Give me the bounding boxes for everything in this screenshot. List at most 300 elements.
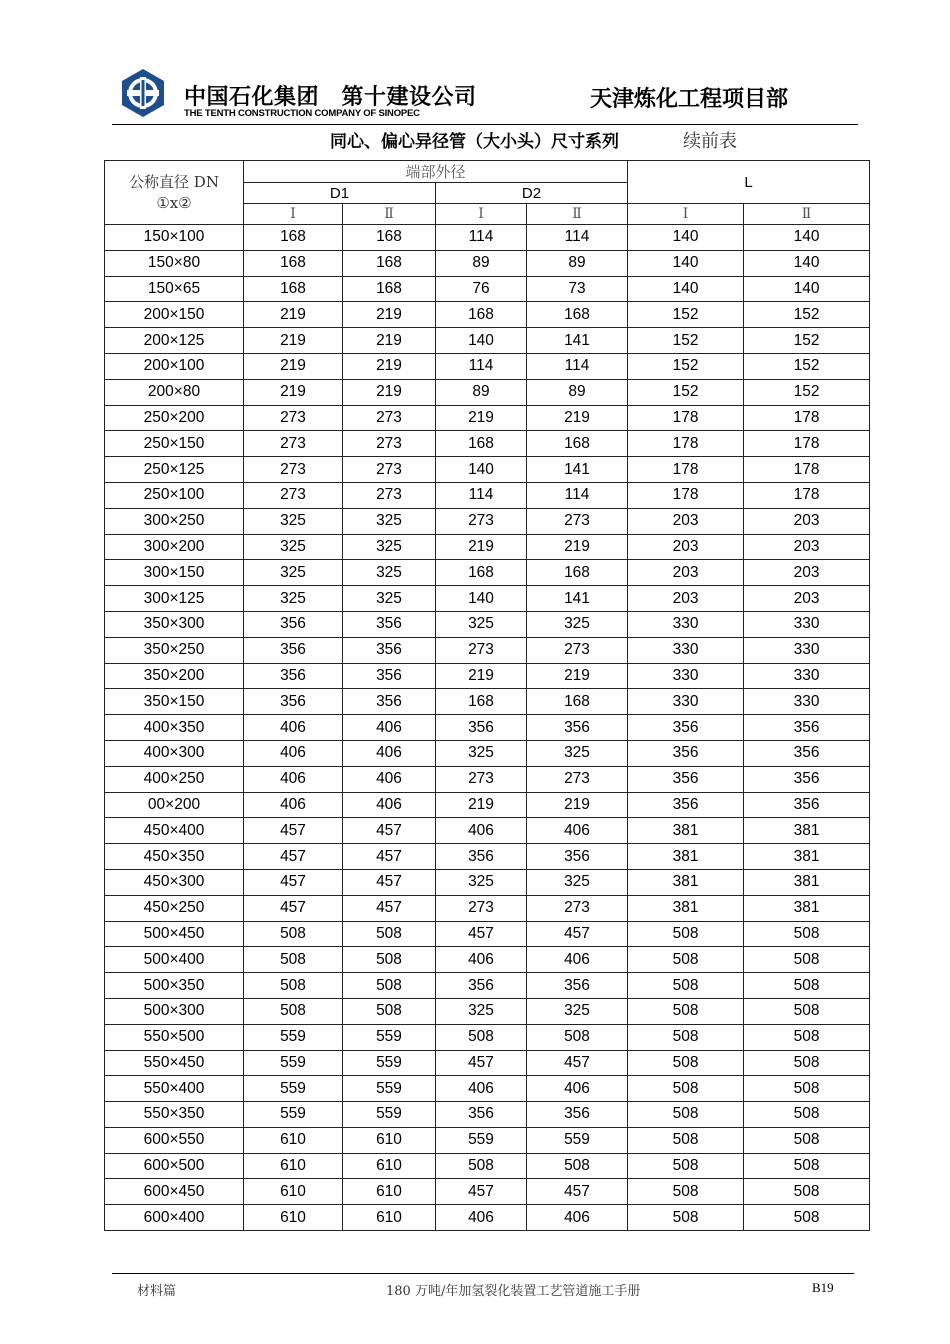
dimension-cell: 356 [244,689,343,715]
dimension-cell: 325 [244,586,343,612]
size-cell: 150×65 [105,276,244,302]
size-cell: 550×450 [105,1050,244,1076]
series-header: Ⅱ [527,204,628,225]
size-cell: 150×100 [105,225,244,251]
dimension-cell: 508 [527,1153,628,1179]
dimension-cell: 140 [744,225,870,251]
dimension-cell: 273 [244,457,343,483]
size-combination-label: ①x② [156,193,192,212]
table-row [105,328,870,354]
dimension-cell: 457 [527,1179,628,1205]
table-row [105,637,870,663]
dimension-cell: 219 [436,663,527,689]
size-cell: 300×125 [105,586,244,612]
nominal-diameter-header [105,161,244,225]
dimension-cell: 508 [244,973,343,999]
dimension-cell: 406 [343,792,436,818]
table-row [105,1205,870,1231]
table-row [105,947,870,973]
dimension-cell: 356 [343,663,436,689]
dimension-cell: 152 [744,328,870,354]
table-row [105,1179,870,1205]
dimension-cell: 325 [244,560,343,586]
outer-diameter-header: 端部外径 [244,161,628,183]
dimension-cell: 330 [628,663,744,689]
dimension-cell: 219 [436,534,527,560]
size-cell: 250×150 [105,431,244,457]
sinopec-logo-icon [118,68,168,118]
dimension-cell: 559 [436,1127,527,1153]
dimension-cell: 457 [343,869,436,895]
dimension-cell: 356 [527,973,628,999]
dimension-cell: 325 [436,740,527,766]
size-cell: 550×400 [105,1076,244,1102]
dimension-cell: 325 [436,998,527,1024]
dimension-cell: 356 [343,637,436,663]
dimension-cell: 508 [628,973,744,999]
size-cell: 350×300 [105,611,244,637]
dimension-cell: 610 [244,1179,343,1205]
dimension-cell: 457 [343,818,436,844]
dimension-cell: 140 [628,250,744,276]
dimension-cell: 168 [527,689,628,715]
reducer-size-table [104,160,870,1231]
dimension-cell: 406 [244,740,343,766]
table-row [105,998,870,1024]
table-row [105,431,870,457]
dimension-cell: 356 [744,792,870,818]
dimension-cell: 381 [744,844,870,870]
dimension-cell: 559 [343,1076,436,1102]
series-header: Ⅱ [343,204,436,225]
dimension-cell: 152 [744,302,870,328]
dimension-cell: 219 [527,534,628,560]
table-row [105,766,870,792]
table-row [105,844,870,870]
dimension-cell: 508 [744,1102,870,1128]
dimension-cell: 508 [744,921,870,947]
dimension-cell: 178 [628,405,744,431]
dimension-cell: 381 [744,895,870,921]
size-cell: 400×300 [105,740,244,766]
dimension-cell: 508 [628,1102,744,1128]
dimension-cell: 168 [343,225,436,251]
table-row [105,508,870,534]
series-header: Ⅰ [628,204,744,225]
dimension-cell: 381 [744,869,870,895]
dimension-cell: 219 [343,379,436,405]
dimension-cell: 610 [343,1127,436,1153]
dimension-cell: 114 [527,482,628,508]
dimension-cell: 508 [628,1024,744,1050]
d1-header: D1 [244,183,436,204]
size-cell: 550×350 [105,1102,244,1128]
dimension-cell: 203 [628,560,744,586]
size-cell: 600×550 [105,1127,244,1153]
dimension-cell: 203 [628,586,744,612]
dimension-cell: 406 [244,715,343,741]
dimension-cell: 141 [527,328,628,354]
dimension-cell: 152 [744,379,870,405]
dimension-cell: 508 [744,947,870,973]
dimension-cell: 508 [628,921,744,947]
dimension-cell: 273 [436,766,527,792]
dimension-cell: 114 [527,353,628,379]
dimension-cell: 356 [527,715,628,741]
table-row [105,225,870,251]
dimension-cell: 356 [343,689,436,715]
table-body [105,225,870,1231]
table-row [105,353,870,379]
dimension-cell: 168 [436,431,527,457]
dimension-cell: 178 [744,482,870,508]
size-cell: 350×200 [105,663,244,689]
dimension-cell: 140 [436,457,527,483]
dimension-cell: 356 [436,844,527,870]
size-cell: 250×125 [105,457,244,483]
dimension-cell: 406 [527,947,628,973]
dimension-cell: 219 [527,792,628,818]
dimension-cell: 508 [744,1050,870,1076]
length-header: L [628,161,870,204]
dimension-cell: 76 [436,276,527,302]
table-row [105,869,870,895]
dimension-cell: 330 [628,611,744,637]
size-cell: 200×150 [105,302,244,328]
dimension-cell: 168 [527,302,628,328]
dimension-cell: 559 [343,1102,436,1128]
dimension-cell: 559 [343,1024,436,1050]
dimension-cell: 381 [628,869,744,895]
table-row [105,818,870,844]
dimension-cell: 178 [744,457,870,483]
table-title: 同心、偏心异径管（大小头）尺寸系列 [330,132,619,152]
dimension-cell: 330 [628,689,744,715]
dimension-cell: 406 [436,947,527,973]
table-row [105,482,870,508]
d2-header: D2 [436,183,628,204]
size-cell: 200×80 [105,379,244,405]
dimension-cell: 219 [343,353,436,379]
dimension-cell: 219 [244,353,343,379]
dimension-cell: 203 [744,508,870,534]
dimension-cell: 406 [436,1076,527,1102]
dimension-cell: 140 [744,276,870,302]
dimension-cell: 140 [744,250,870,276]
dimension-cell: 219 [343,328,436,354]
dimension-cell: 457 [244,818,343,844]
dimension-cell: 356 [527,844,628,870]
table-row [105,534,870,560]
dimension-cell: 114 [436,225,527,251]
dimension-cell: 508 [343,921,436,947]
size-cell: 300×200 [105,534,244,560]
table-row [105,1102,870,1128]
dimension-cell: 219 [244,379,343,405]
size-cell: 450×400 [105,818,244,844]
dimension-cell: 406 [343,740,436,766]
dimension-cell: 89 [527,250,628,276]
table-row [105,792,870,818]
table-row [105,457,870,483]
dimension-cell: 325 [244,534,343,560]
dimension-cell: 356 [244,611,343,637]
dimension-cell: 114 [436,353,527,379]
dimension-cell: 508 [343,947,436,973]
dimension-cell: 330 [744,663,870,689]
dimension-cell: 381 [628,818,744,844]
dimension-cell: 508 [744,998,870,1024]
size-cell: 350×150 [105,689,244,715]
dimension-cell: 325 [436,869,527,895]
dimension-cell: 168 [527,560,628,586]
dimension-cell: 140 [436,586,527,612]
dimension-cell: 508 [343,998,436,1024]
dimension-cell: 406 [343,715,436,741]
dimension-cell: 508 [628,1076,744,1102]
dimension-cell: 178 [744,431,870,457]
dimension-cell: 356 [527,1102,628,1128]
dimension-cell: 114 [527,225,628,251]
dimension-cell: 356 [744,740,870,766]
dimension-cell: 559 [244,1050,343,1076]
page-number: B19 [812,1280,834,1295]
dimension-cell: 325 [343,586,436,612]
dimension-cell: 356 [436,715,527,741]
size-cell: 200×125 [105,328,244,354]
dimension-cell: 406 [527,818,628,844]
dimension-cell: 219 [244,328,343,354]
dimension-cell: 610 [244,1127,343,1153]
size-cell: 500×350 [105,973,244,999]
dimension-cell: 325 [343,508,436,534]
footer-section: 材料篇 [137,1284,177,1299]
dimension-cell: 610 [343,1179,436,1205]
dimension-cell: 457 [244,844,343,870]
size-cell: 400×250 [105,766,244,792]
dimension-cell: 325 [527,740,628,766]
table-row [105,715,870,741]
dimension-cell: 559 [244,1102,343,1128]
dimension-cell: 140 [628,225,744,251]
table-row [105,379,870,405]
dimension-cell: 508 [628,998,744,1024]
dimension-cell: 203 [628,534,744,560]
dimension-cell: 219 [436,405,527,431]
table-row [105,740,870,766]
header-divider [112,124,858,125]
dimension-cell: 152 [628,353,744,379]
dimension-cell: 325 [527,998,628,1024]
dimension-cell: 273 [436,637,527,663]
dimension-cell: 381 [628,844,744,870]
dimension-cell: 273 [527,895,628,921]
dimension-cell: 457 [527,1050,628,1076]
dimension-cell: 273 [244,405,343,431]
table-row [105,921,870,947]
dimension-cell: 559 [527,1127,628,1153]
dimension-cell: 406 [244,766,343,792]
series-header: Ⅰ [244,204,343,225]
dimension-cell: 168 [343,276,436,302]
size-cell: 500×400 [105,947,244,973]
dimension-cell: 406 [436,818,527,844]
series-header: Ⅰ [436,204,527,225]
dimension-cell: 325 [343,534,436,560]
dimension-cell: 325 [436,611,527,637]
table-row [105,405,870,431]
dimension-cell: 273 [436,895,527,921]
dimension-cell: 356 [744,715,870,741]
dimension-cell: 610 [244,1153,343,1179]
dimension-cell: 457 [343,895,436,921]
dimension-cell: 457 [244,895,343,921]
dimension-cell: 356 [628,792,744,818]
size-cell: 600×500 [105,1153,244,1179]
footer-manual-title: 180 万吨/年加氢裂化装置工艺管道施工手册 [386,1284,641,1299]
dimension-cell: 508 [244,947,343,973]
dimension-cell: 559 [343,1050,436,1076]
dimension-cell: 273 [527,766,628,792]
dimension-cell: 457 [527,921,628,947]
dimension-cell: 559 [244,1024,343,1050]
size-cell: 200×100 [105,353,244,379]
dimension-cell: 168 [436,560,527,586]
dimension-cell: 330 [744,637,870,663]
dimension-cell: 152 [628,328,744,354]
dimension-cell: 219 [244,302,343,328]
size-cell: 450×300 [105,869,244,895]
dimension-cell: 73 [527,276,628,302]
dimension-cell: 406 [436,1205,527,1231]
dimension-cell: 168 [244,225,343,251]
dimension-cell: 168 [527,431,628,457]
dimension-cell: 168 [244,250,343,276]
dimension-cell: 168 [244,276,343,302]
dimension-cell: 508 [744,1205,870,1231]
dimension-cell: 610 [343,1153,436,1179]
dimension-cell: 178 [628,482,744,508]
dimension-cell: 508 [744,973,870,999]
dimension-cell: 219 [343,302,436,328]
dimension-cell: 356 [436,1102,527,1128]
dimension-cell: 273 [343,457,436,483]
table-row [105,663,870,689]
dimension-cell: 178 [628,457,744,483]
size-cell: 400×350 [105,715,244,741]
size-cell: 00×200 [105,792,244,818]
dimension-cell: 508 [628,1205,744,1231]
table-row [105,895,870,921]
size-cell: 350×250 [105,637,244,663]
dimension-cell: 381 [628,895,744,921]
table-row [105,1153,870,1179]
dimension-cell: 508 [744,1179,870,1205]
dimension-cell: 168 [436,689,527,715]
project-department: 天津炼化工程项目部 [590,87,789,112]
dimension-cell: 610 [343,1205,436,1231]
dimension-cell: 325 [527,611,628,637]
dimension-cell: 508 [744,1076,870,1102]
dimension-cell: 457 [436,1050,527,1076]
dimension-cell: 178 [744,405,870,431]
footer-divider [112,1273,854,1274]
dimension-cell: 273 [343,431,436,457]
dimension-cell: 356 [628,766,744,792]
dimension-cell: 152 [744,353,870,379]
table-row [105,302,870,328]
dimension-cell: 219 [527,405,628,431]
dimension-cell: 508 [628,947,744,973]
size-cell: 550×500 [105,1024,244,1050]
dimension-cell: 152 [628,379,744,405]
size-cell: 300×150 [105,560,244,586]
dimension-cell: 114 [436,482,527,508]
dimension-cell: 508 [527,1024,628,1050]
dimension-cell: 141 [527,457,628,483]
nominal-diameter-label: 公称直径 DN [129,172,219,191]
dimension-cell: 330 [744,689,870,715]
table-row [105,1127,870,1153]
dimension-cell: 457 [436,921,527,947]
dimension-cell: 330 [628,637,744,663]
dimension-cell: 508 [744,1153,870,1179]
size-cell: 150×80 [105,250,244,276]
dimension-cell: 140 [436,328,527,354]
dimension-cell: 508 [628,1127,744,1153]
dimension-cell: 457 [343,844,436,870]
dimension-cell: 356 [244,663,343,689]
series-header: Ⅱ [744,204,870,225]
size-cell: 450×250 [105,895,244,921]
dimension-cell: 219 [436,792,527,818]
dimension-cell: 508 [244,921,343,947]
table-row [105,1050,870,1076]
size-cell: 600×450 [105,1179,244,1205]
dimension-cell: 508 [628,1153,744,1179]
table-row [105,689,870,715]
dimension-cell: 457 [436,1179,527,1205]
dimension-cell: 273 [343,405,436,431]
dimension-cell: 89 [436,379,527,405]
size-cell: 500×300 [105,998,244,1024]
dimension-cell: 508 [744,1127,870,1153]
dimension-cell: 168 [436,302,527,328]
dimension-cell: 356 [436,973,527,999]
dimension-cell: 508 [436,1153,527,1179]
dimension-cell: 406 [527,1076,628,1102]
dimension-cell: 330 [744,611,870,637]
dimension-cell: 203 [744,586,870,612]
dimension-cell: 508 [744,1024,870,1050]
dimension-cell: 273 [436,508,527,534]
table-row [105,560,870,586]
size-cell: 500×450 [105,921,244,947]
company-name-en: THE TENTH CONSTRUCTION COMPANY OF SINOPEC [184,108,420,119]
dimension-cell: 203 [628,508,744,534]
dimension-cell: 406 [244,792,343,818]
table-row [105,1024,870,1050]
dimension-cell: 203 [744,534,870,560]
dimension-cell: 610 [244,1205,343,1231]
table-row [105,1076,870,1102]
size-cell: 250×200 [105,405,244,431]
dimension-cell: 559 [244,1076,343,1102]
dimension-cell: 406 [527,1205,628,1231]
dimension-cell: 457 [244,869,343,895]
dimension-cell: 508 [628,1179,744,1205]
dimension-cell: 356 [628,740,744,766]
